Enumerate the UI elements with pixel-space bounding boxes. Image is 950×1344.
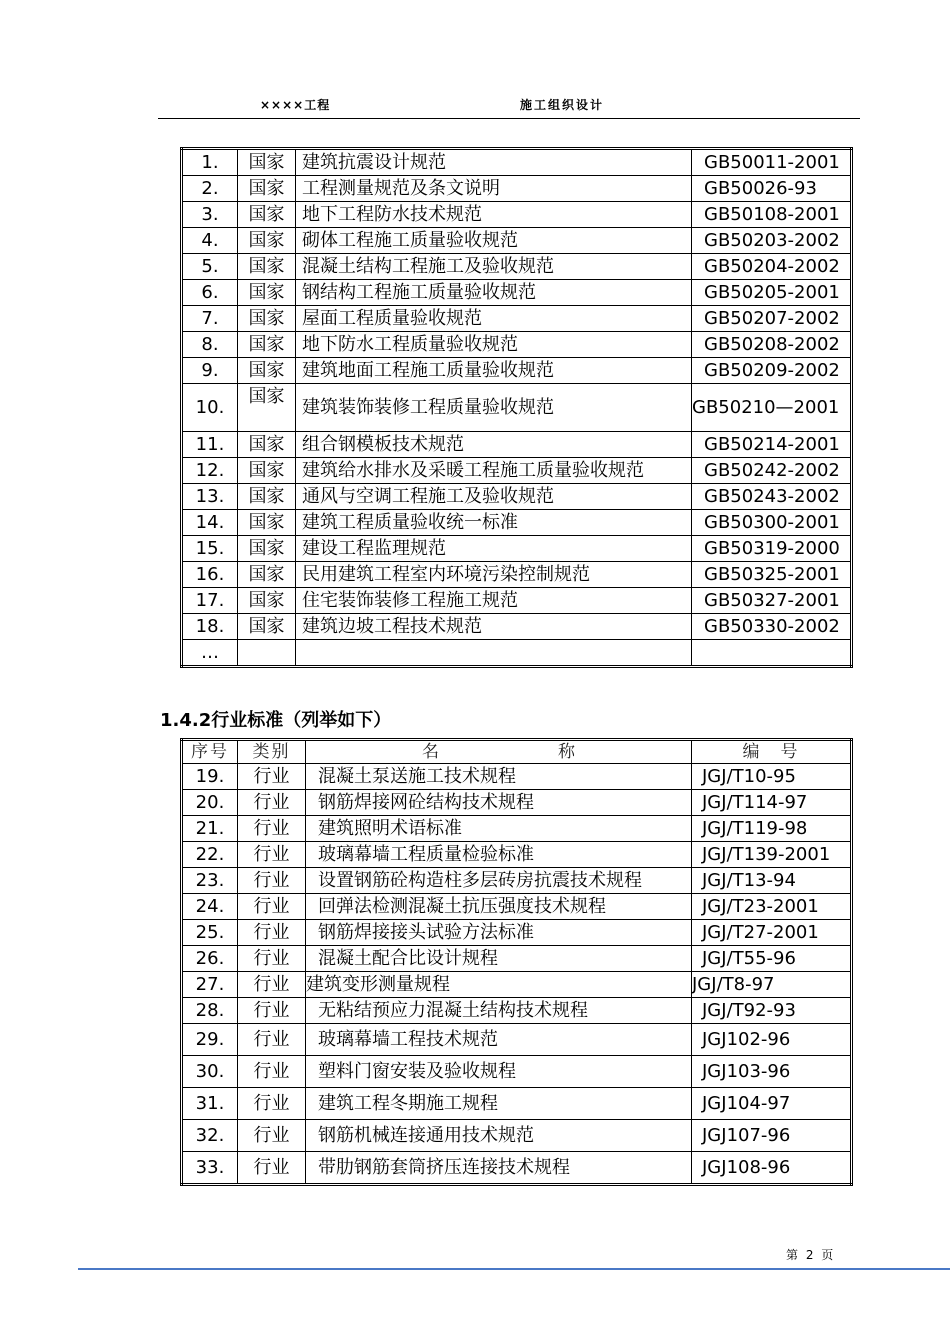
cell-code <box>692 640 852 667</box>
header-cat: 类别 <box>238 740 306 764</box>
header-num: 序号 <box>182 740 238 764</box>
header-doc-title: 施工组织设计 <box>520 98 605 112</box>
cell-num: 28. <box>182 998 238 1024</box>
section-title: 1.4.2行业标准（列举如下） <box>160 710 392 731</box>
table-row <box>182 842 852 868</box>
cell-name: 设置钢筋砼构造柱多层砖房抗震技术规程 <box>306 868 692 894</box>
table-row <box>182 998 852 1024</box>
cell-name: 塑料门窗安装及验收规程 <box>306 1056 692 1088</box>
cell-num: 9. <box>182 358 238 384</box>
cell-cat: 国家 <box>238 484 296 510</box>
cell-num: 13. <box>182 484 238 510</box>
cell-cat: 国家 <box>238 176 296 202</box>
cell-name <box>296 640 692 667</box>
cell-name: 玻璃幕墙工程技术规范 <box>306 1024 692 1056</box>
cell-num: 33. <box>182 1152 238 1185</box>
cell-code: JGJ107-96 <box>692 1120 852 1152</box>
cell-cat: 国家 <box>238 254 296 280</box>
cell-num: 24. <box>182 894 238 920</box>
cell-code: JGJ/T114-97 <box>692 790 852 816</box>
cell-name: 地下防水工程质量验收规范 <box>296 332 692 358</box>
cell-code: GB50325-2001 <box>692 562 852 588</box>
table-row <box>182 1056 852 1088</box>
cell-num: 10. <box>182 384 238 432</box>
cell-name: 建筑工程冬期施工规程 <box>306 1088 692 1120</box>
cell-name: 混凝土结构工程施工及验收规范 <box>296 254 692 280</box>
table-row <box>182 228 852 254</box>
cell-code: GB50026-93 <box>692 176 852 202</box>
cell-cat: 行业 <box>238 998 306 1024</box>
table-row <box>182 1152 852 1185</box>
cell-name: 钢筋焊接网砼结构技术规程 <box>306 790 692 816</box>
table-row <box>182 588 852 614</box>
cell-name: 建筑边坡工程技术规范 <box>296 614 692 640</box>
cell-num: 12. <box>182 458 238 484</box>
cell-code: GB50210—2001 <box>692 384 852 432</box>
cell-name: 钢筋焊接接头试验方法标准 <box>306 920 692 946</box>
cell-code: JGJ102-96 <box>692 1024 852 1056</box>
table-row <box>182 790 852 816</box>
table-row <box>182 1024 852 1056</box>
cell-cat: 行业 <box>238 972 306 998</box>
cell-name: 无粘结预应力混凝土结构技术规程 <box>306 998 692 1024</box>
cell-code: JGJ/T13-94 <box>692 868 852 894</box>
table-row <box>182 894 852 920</box>
cell-code: GB50108-2001 <box>692 202 852 228</box>
cell-num: 25. <box>182 920 238 946</box>
header-code: 编 号 <box>692 740 852 764</box>
page-header <box>158 92 860 119</box>
cell-code: GB50207-2002 <box>692 306 852 332</box>
footer-divider <box>78 1268 950 1270</box>
cell-num: 8. <box>182 332 238 358</box>
national-standards-table <box>180 147 853 668</box>
cell-num: 4. <box>182 228 238 254</box>
cell-cat: 国家 <box>238 432 296 458</box>
cell-num: 20. <box>182 790 238 816</box>
table-row <box>182 1088 852 1120</box>
cell-name: 砌体工程施工质量验收规范 <box>296 228 692 254</box>
cell-cat: 行业 <box>238 1088 306 1120</box>
table-row <box>182 332 852 358</box>
cell-name: 民用建筑工程室内环境污染控制规范 <box>296 562 692 588</box>
table-row <box>182 868 852 894</box>
industry-standards-table <box>180 738 853 1186</box>
table-row <box>182 640 852 667</box>
cell-num: 22. <box>182 842 238 868</box>
cell-num: 15. <box>182 536 238 562</box>
cell-num: 14. <box>182 510 238 536</box>
cell-cat: 行业 <box>238 764 306 790</box>
cell-code: GB50300-2001 <box>692 510 852 536</box>
cell-code: GB50011-2001 <box>692 149 852 176</box>
cell-code: GB50214-2001 <box>692 432 852 458</box>
cell-name: 工程测量规范及条文说明 <box>296 176 692 202</box>
header-project-name: ××××工程 <box>260 98 331 112</box>
table-row <box>182 176 852 202</box>
cell-name: 回弹法检测混凝土抗压强度技术规程 <box>306 894 692 920</box>
cell-cat: 行业 <box>238 816 306 842</box>
cell-name: 建筑装饰装修工程质量验收规范 <box>296 384 692 432</box>
cell-num: 31. <box>182 1088 238 1120</box>
cell-name: 建筑照明术语标准 <box>306 816 692 842</box>
cell-num: 26. <box>182 946 238 972</box>
table-row <box>182 946 852 972</box>
cell-cat: 行业 <box>238 920 306 946</box>
cell-code: JGJ/T27-2001 <box>692 920 852 946</box>
cell-code: GB50203-2002 <box>692 228 852 254</box>
cell-code: GB50319-2000 <box>692 536 852 562</box>
cell-cat: 国家 <box>238 202 296 228</box>
cell-cat: 行业 <box>238 1024 306 1056</box>
cell-cat: 行业 <box>238 1152 306 1185</box>
cell-num: 21. <box>182 816 238 842</box>
cell-cat: 国家 <box>238 562 296 588</box>
cell-num: 32. <box>182 1120 238 1152</box>
table-row <box>182 816 852 842</box>
cell-code: JGJ/T10-95 <box>692 764 852 790</box>
cell-name: 屋面工程质量验收规范 <box>296 306 692 332</box>
table-header-row <box>182 740 852 764</box>
cell-cat: 国家 <box>238 332 296 358</box>
cell-cat: 行业 <box>238 842 306 868</box>
table-row <box>182 764 852 790</box>
cell-cat: 行业 <box>238 894 306 920</box>
cell-name: 玻璃幕墙工程质量检验标准 <box>306 842 692 868</box>
cell-num: 6. <box>182 280 238 306</box>
cell-cat: 行业 <box>238 790 306 816</box>
page-number: 第 2 页 <box>786 1248 836 1262</box>
cell-code: JGJ108-96 <box>692 1152 852 1185</box>
cell-num: 23. <box>182 868 238 894</box>
table-row <box>182 972 852 998</box>
cell-name: 建筑工程质量验收统一标准 <box>296 510 692 536</box>
cell-name: 钢筋机械连接通用技术规范 <box>306 1120 692 1152</box>
cell-num: 30. <box>182 1056 238 1088</box>
cell-cat: 国家 <box>238 614 296 640</box>
cell-cat: 国家 <box>238 149 296 176</box>
cell-num: 1. <box>182 149 238 176</box>
cell-name: 建筑地面工程施工质量验收规范 <box>296 358 692 384</box>
table-row <box>182 384 852 432</box>
cell-num: 11. <box>182 432 238 458</box>
cell-cat: 行业 <box>238 868 306 894</box>
cell-code: GB50242-2002 <box>692 458 852 484</box>
cell-name: 通风与空调工程施工及验收规范 <box>296 484 692 510</box>
cell-cat: 国家 <box>238 358 296 384</box>
table-row <box>182 254 852 280</box>
header-name: 名 称 <box>306 740 692 764</box>
table-row <box>182 920 852 946</box>
cell-cat: 行业 <box>238 946 306 972</box>
cell-code: GB50330-2002 <box>692 614 852 640</box>
cell-code: GB50204-2002 <box>692 254 852 280</box>
cell-code: JGJ/T55-96 <box>692 946 852 972</box>
cell-code: JGJ/T8-97 <box>692 972 852 998</box>
cell-code: GB50243-2002 <box>692 484 852 510</box>
cell-code: JGJ/T139-2001 <box>692 842 852 868</box>
cell-name: 建筑抗震设计规范 <box>296 149 692 176</box>
cell-cat <box>238 640 296 667</box>
cell-cat: 行业 <box>238 1056 306 1088</box>
cell-num: 16. <box>182 562 238 588</box>
cell-cat: 国家 <box>238 280 296 306</box>
cell-code: GB50327-2001 <box>692 588 852 614</box>
cell-name: 带肋钢筋套筒挤压连接技术规程 <box>306 1152 692 1185</box>
cell-num: 18. <box>182 614 238 640</box>
cell-num: 29. <box>182 1024 238 1056</box>
table-row <box>182 358 852 384</box>
table-row <box>182 614 852 640</box>
cell-cat: 国家 <box>238 384 296 432</box>
cell-name: 建筑给水排水及采暖工程施工质量验收规范 <box>296 458 692 484</box>
cell-cat: 国家 <box>238 306 296 332</box>
cell-code: JGJ/T119-98 <box>692 816 852 842</box>
cell-num: 2. <box>182 176 238 202</box>
cell-num: 27. <box>182 972 238 998</box>
cell-cat: 国家 <box>238 228 296 254</box>
cell-name: 住宅装饰装修工程施工规范 <box>296 588 692 614</box>
cell-cat: 国家 <box>238 458 296 484</box>
cell-cat: 国家 <box>238 510 296 536</box>
cell-name: 混凝土泵送施工技术规程 <box>306 764 692 790</box>
table-row <box>182 432 852 458</box>
cell-code: JGJ/T92-93 <box>692 998 852 1024</box>
cell-name: 建筑变形测量规程 <box>306 972 692 998</box>
cell-cat: 国家 <box>238 536 296 562</box>
cell-name: 地下工程防水技术规范 <box>296 202 692 228</box>
table-row <box>182 458 852 484</box>
cell-name: 混凝土配合比设计规程 <box>306 946 692 972</box>
table-row <box>182 306 852 332</box>
cell-num: 7. <box>182 306 238 332</box>
cell-code: GB50208-2002 <box>692 332 852 358</box>
cell-name: 组合钢模板技术规范 <box>296 432 692 458</box>
cell-num: … <box>182 640 238 667</box>
table-row <box>182 562 852 588</box>
cell-code: JGJ/T23-2001 <box>692 894 852 920</box>
cell-code: JGJ103-96 <box>692 1056 852 1088</box>
cell-code: JGJ104-97 <box>692 1088 852 1120</box>
cell-num: 5. <box>182 254 238 280</box>
cell-num: 19. <box>182 764 238 790</box>
table-row <box>182 202 852 228</box>
cell-num: 3. <box>182 202 238 228</box>
table-row <box>182 280 852 306</box>
table-row <box>182 536 852 562</box>
cell-num: 17. <box>182 588 238 614</box>
table-row <box>182 149 852 176</box>
table-row <box>182 484 852 510</box>
table-row <box>182 1120 852 1152</box>
cell-cat: 行业 <box>238 1120 306 1152</box>
table-row <box>182 510 852 536</box>
cell-code: GB50209-2002 <box>692 358 852 384</box>
cell-name: 钢结构工程施工质量验收规范 <box>296 280 692 306</box>
cell-cat: 国家 <box>238 588 296 614</box>
cell-name: 建设工程监理规范 <box>296 536 692 562</box>
cell-code: GB50205-2001 <box>692 280 852 306</box>
